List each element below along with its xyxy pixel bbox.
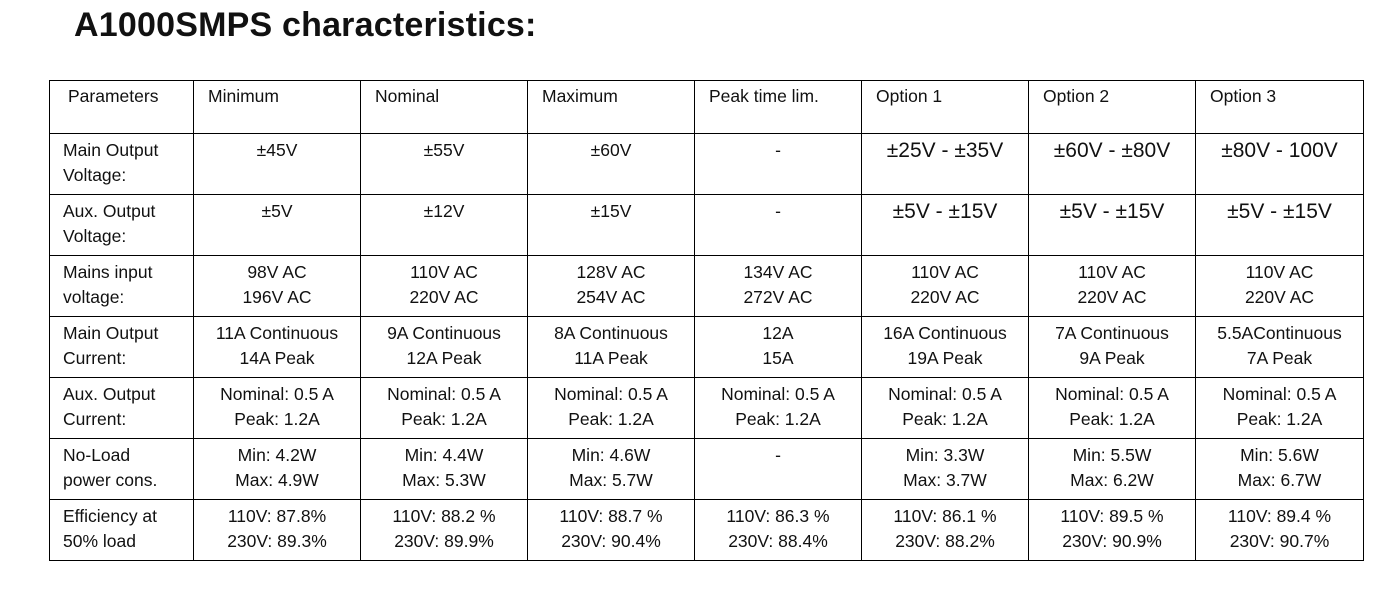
cell-value: -: [775, 140, 781, 160]
table-cell: [1196, 256, 1364, 317]
cell-value: Peak: 1.2A: [1236, 409, 1323, 429]
cell-value: Nominal: 0.5 A: [1222, 384, 1337, 404]
cell-value: 230V: 90.7%: [1229, 531, 1330, 551]
cell-value: Nominal: 0.5 A: [554, 384, 668, 404]
cell-value: ±5V - ±15V: [892, 200, 998, 223]
table-cell: [862, 378, 1029, 439]
table-cell: [528, 317, 695, 378]
cell-value: 230V: 89.3%: [227, 531, 327, 551]
cell-value: ±12V: [423, 201, 465, 221]
cell-value: 254V AC: [576, 287, 646, 307]
table-cell: [695, 256, 862, 317]
cell-value: 15A: [762, 348, 794, 368]
cell-value: 16A Continuous: [883, 323, 1007, 343]
cell-value: 230V: 88.2%: [895, 531, 995, 551]
cell-value: Min: 5.6W: [1240, 445, 1319, 465]
row-label-line: Voltage:: [63, 165, 127, 185]
table-cell: [194, 500, 361, 561]
cell-value: 110V: 88.2 %: [392, 506, 496, 526]
cell-value: ±55V: [423, 140, 465, 160]
cell-value: Nominal: 0.5 A: [387, 384, 501, 404]
table-cell: [1029, 256, 1196, 317]
cell-value: 110V AC: [410, 262, 478, 282]
cell-value: Nominal: 0.5 A: [1055, 384, 1169, 404]
table-row: [50, 439, 1364, 500]
cell-value: 9A Continuous: [387, 323, 501, 343]
row-label-line: Current:: [63, 348, 127, 368]
cell-value: Nominal: 0.5 A: [888, 384, 1002, 404]
table-cell: [695, 500, 862, 561]
row-label-line: Main Output: [63, 323, 159, 343]
cell-value: ±5V - ±15V: [1059, 200, 1165, 223]
cell-value: ±45V: [256, 140, 298, 160]
table-cell: [361, 256, 528, 317]
cell-value: Peak: 1.2A: [735, 409, 821, 429]
cell-value: 110V: 86.3 %: [726, 506, 830, 526]
table-cell: [361, 500, 528, 561]
cell-value: ±80V - 100V: [1221, 139, 1338, 162]
table-cell: [194, 195, 361, 256]
cell-value: Peak: 1.2A: [234, 409, 320, 429]
table-cell: [695, 317, 862, 378]
table-cell: [1196, 134, 1364, 195]
table-cell: [862, 500, 1029, 561]
row-label-line: power cons.: [63, 470, 158, 490]
table-cell: [361, 195, 528, 256]
column-header: Option 3: [1196, 81, 1364, 134]
cell-value: 220V AC: [910, 287, 980, 307]
cell-value: ±15V: [590, 201, 632, 221]
cell-value: -: [775, 201, 781, 221]
table-row: [50, 256, 1364, 317]
table-cell: [194, 439, 361, 500]
cell-value: Max: 5.7W: [569, 470, 653, 490]
table-row: [50, 134, 1364, 195]
cell-value: 110V AC: [1078, 262, 1146, 282]
cell-value: Max: 3.7W: [903, 470, 987, 490]
cell-value: 14A Peak: [239, 348, 315, 368]
cell-value: 12A Peak: [406, 348, 482, 368]
cell-value: 5.5AContinuous: [1217, 323, 1342, 343]
cell-value: 110V: 89.5 %: [1060, 506, 1164, 526]
table-cell: [1196, 195, 1364, 256]
cell-value: Min: 4.4W: [404, 445, 484, 465]
table-cell: [194, 256, 361, 317]
row-label-line: Efficiency at: [63, 506, 158, 526]
cell-value: Min: 4.6W: [571, 445, 651, 465]
column-header: Option 2: [1029, 81, 1196, 134]
table-cell: [528, 439, 695, 500]
row-label-line: Aux. Output: [63, 201, 156, 221]
cell-value: Nominal: 0.5 A: [721, 384, 835, 404]
row-label: [50, 317, 194, 378]
cell-value: ±60V: [590, 140, 632, 160]
cell-value: 7A Continuous: [1055, 323, 1169, 343]
table-cell: [1196, 378, 1364, 439]
cell-value: 230V: 90.9%: [1062, 531, 1162, 551]
table-cell: [1029, 500, 1196, 561]
table-cell: [361, 378, 528, 439]
row-label: [50, 439, 194, 500]
cell-value: Max: 5.3W: [402, 470, 486, 490]
cell-value: 220V AC: [1244, 287, 1315, 307]
table-cell: [695, 439, 862, 500]
cell-value: Peak: 1.2A: [1069, 409, 1155, 429]
cell-value: Peak: 1.2A: [401, 409, 487, 429]
table-cell: [862, 134, 1029, 195]
table-cell: [862, 439, 1029, 500]
row-label-line: voltage:: [63, 287, 125, 307]
table-cell: [1029, 195, 1196, 256]
cell-value: ±60V - ±80V: [1053, 139, 1171, 162]
cell-value: -: [775, 445, 781, 465]
table-cell: [862, 195, 1029, 256]
cell-value: 220V AC: [1077, 287, 1147, 307]
column-header: Nominal: [361, 81, 528, 134]
row-label-line: 50% load: [63, 531, 136, 551]
row-label-line: Mains input: [63, 262, 153, 282]
table-cell: [695, 195, 862, 256]
cell-value: 11A Continuous: [215, 323, 339, 343]
table-cell: [1029, 439, 1196, 500]
row-label: [50, 500, 194, 561]
cell-value: 230V: 89.9%: [394, 531, 494, 551]
row-label: [50, 378, 194, 439]
column-header: Peak time lim.: [695, 81, 862, 134]
row-label-line: Aux. Output: [63, 384, 156, 404]
table-header: [50, 81, 1364, 134]
cell-value: 110V: 86.1 %: [893, 506, 997, 526]
column-header: Minimum: [194, 81, 361, 134]
cell-value: 230V: 90.4%: [561, 531, 661, 551]
cell-value: 9A Peak: [1079, 348, 1145, 368]
row-label: [50, 195, 194, 256]
table-cell: [361, 317, 528, 378]
cell-value: 12A: [762, 323, 794, 343]
cell-value: 230V: 88.4%: [728, 531, 828, 551]
cell-value: 110V AC: [911, 262, 979, 282]
table-row: [50, 195, 1364, 256]
cell-value: Max: 4.9W: [235, 470, 319, 490]
cell-value: Max: 6.7W: [1237, 470, 1322, 490]
cell-value: 110V: 88.7 %: [559, 506, 663, 526]
cell-value: 11A Peak: [574, 348, 648, 368]
characteristics-table: [49, 80, 1364, 561]
table-cell: [194, 378, 361, 439]
column-header: Maximum: [528, 81, 695, 134]
table-cell: [528, 256, 695, 317]
table-cell: [695, 378, 862, 439]
cell-value: 220V AC: [409, 287, 479, 307]
table-cell: [361, 439, 528, 500]
cell-value: 110V: 89.4 %: [1227, 506, 1332, 526]
cell-value: 19A Peak: [907, 348, 983, 368]
row-label-line: Voltage:: [63, 226, 127, 246]
table-row: [50, 378, 1364, 439]
cell-value: ±5V - ±15V: [1227, 200, 1332, 223]
row-label: [50, 256, 194, 317]
cell-value: 7A Peak: [1246, 348, 1313, 368]
table-cell: [1196, 500, 1364, 561]
table-cell: [862, 256, 1029, 317]
cell-value: 98V AC: [247, 262, 307, 282]
cell-value: Peak: 1.2A: [568, 409, 654, 429]
row-label-line: Main Output: [63, 140, 159, 160]
table-cell: [1029, 378, 1196, 439]
cell-value: 196V AC: [242, 287, 312, 307]
cell-value: ±5V: [261, 201, 293, 221]
cell-value: 134V AC: [743, 262, 813, 282]
table-cell: [1029, 317, 1196, 378]
table-cell: [528, 378, 695, 439]
table-row: [50, 500, 1364, 561]
column-header: Option 1: [862, 81, 1029, 134]
cell-value: 8A Continuous: [554, 323, 668, 343]
header-row: [50, 81, 1364, 134]
cell-value: Peak: 1.2A: [902, 409, 988, 429]
table-body: [50, 134, 1364, 561]
cell-value: 110V AC: [1245, 262, 1314, 282]
cell-value: 110V: 87.8%: [227, 506, 327, 526]
cell-value: Min: 3.3W: [905, 445, 985, 465]
table-cell: [194, 317, 361, 378]
table-cell: [1029, 134, 1196, 195]
table-cell: [528, 134, 695, 195]
page-title: A1000SMPS characteristics:: [74, 6, 537, 44]
column-header: Parameters: [50, 81, 194, 134]
cell-value: Nominal: 0.5 A: [220, 384, 334, 404]
cell-value: Min: 4.2W: [237, 445, 317, 465]
table-cell: [194, 134, 361, 195]
row-label: [50, 134, 194, 195]
table-cell: [695, 134, 862, 195]
cell-value: 272V AC: [743, 287, 813, 307]
table-cell: [361, 134, 528, 195]
cell-value: Min: 5.5W: [1072, 445, 1152, 465]
cell-value: 128V AC: [576, 262, 646, 282]
table-cell: [862, 317, 1029, 378]
table-row: [50, 317, 1364, 378]
table-cell: [528, 500, 695, 561]
row-label-line: Current:: [63, 409, 127, 429]
table-cell: [1196, 439, 1364, 500]
table-cell: [1196, 317, 1364, 378]
cell-value: ±25V - ±35V: [886, 139, 1004, 162]
row-label-line: No-Load: [63, 445, 131, 465]
table-cell: [528, 195, 695, 256]
cell-value: Max: 6.2W: [1070, 470, 1154, 490]
